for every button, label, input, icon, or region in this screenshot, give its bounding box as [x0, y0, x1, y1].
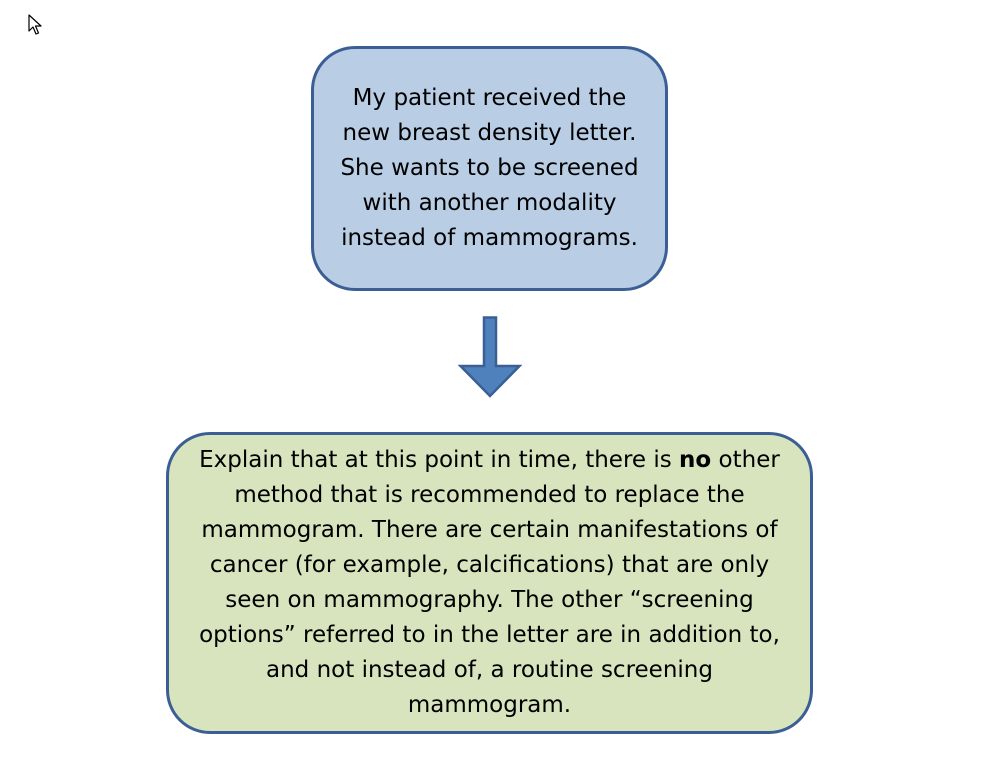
emphasis-no: no	[679, 447, 712, 473]
explanation-line: cancer (for example, calcifications) that are only	[209, 552, 770, 578]
explanation-line: mammogram. There are certain manifestations of	[201, 517, 778, 543]
patient-request-line: with another modality	[362, 190, 617, 216]
mouse-pointer-icon	[28, 14, 42, 36]
explanation-line	[199, 443, 780, 478]
patient-request-text	[328, 81, 650, 256]
explanation-text	[177, 443, 802, 723]
explanation-box	[166, 432, 813, 734]
explanation-line-start: Explain that at this point in time, there is	[199, 447, 680, 473]
patient-request-line: She wants to be screened	[340, 155, 639, 181]
explanation-line: mammogram.	[407, 692, 572, 718]
down-arrow-icon	[458, 316, 522, 398]
explanation-line: and not instead of, a routine screening	[266, 657, 713, 683]
explanation-line: method that is recommended to replace the	[234, 482, 745, 508]
explanation-line: seen on mammography. The other “screening	[225, 587, 754, 613]
explanation-line-end: other	[711, 447, 780, 473]
patient-request-line: new breast density letter.	[342, 120, 637, 146]
patient-request-line: My patient received the	[352, 85, 627, 111]
explanation-line: options” referred to in the letter are in addition to,	[199, 622, 780, 648]
patient-request-box	[311, 46, 668, 291]
patient-request-line: instead of mammograms.	[341, 225, 638, 251]
